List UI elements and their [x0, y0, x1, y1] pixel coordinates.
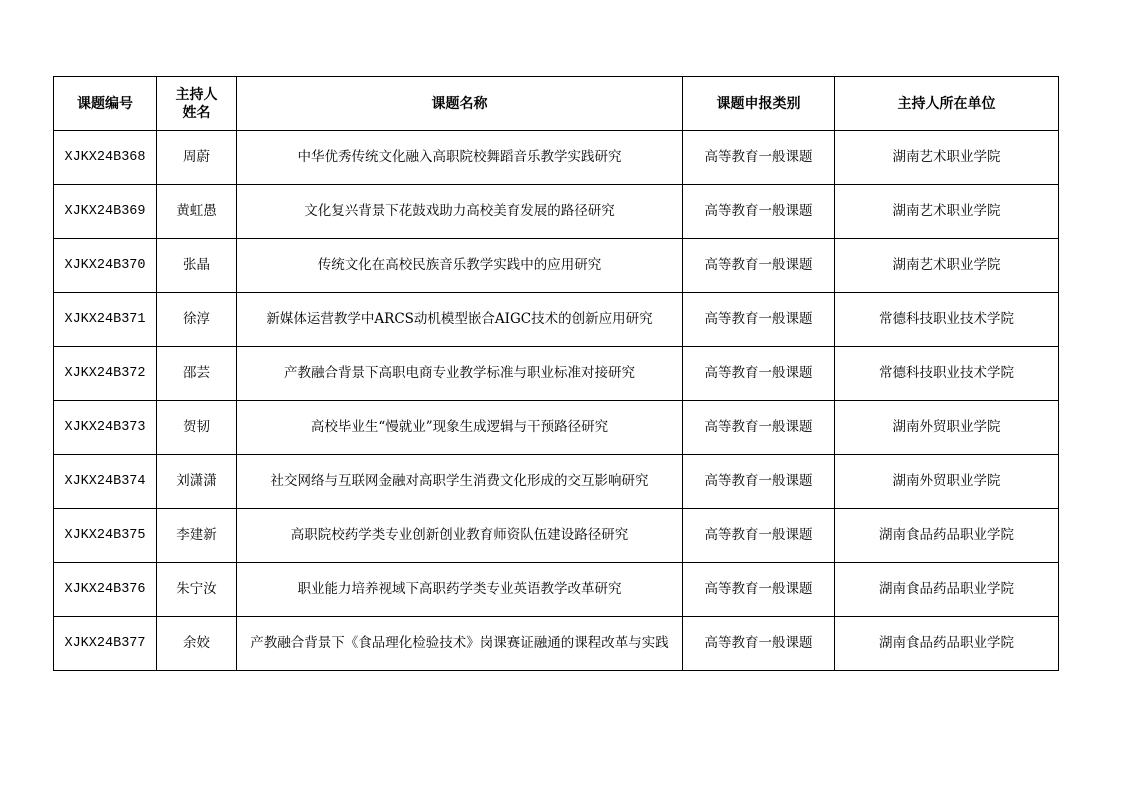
cell-title: 中华优秀传统文化融入高职院校舞蹈音乐教学实践研究	[237, 131, 683, 185]
cell-code: XJKX24B370	[54, 239, 157, 293]
cell-unit: 湖南外贸职业学院	[835, 455, 1059, 509]
cell-title: 高校毕业生“慢就业”现象生成逻辑与干预路径研究	[237, 401, 683, 455]
table-row	[54, 509, 1059, 563]
cell-code: XJKX24B368	[54, 131, 157, 185]
cell-category: 高等教育一般课题	[683, 401, 835, 455]
cell-category: 高等教育一般课题	[683, 563, 835, 617]
header-code: 课题编号	[54, 77, 157, 131]
cell-unit: 湖南食品药品职业学院	[835, 509, 1059, 563]
table-row	[54, 455, 1059, 509]
project-list-sheet	[53, 76, 1058, 671]
header-host-line2: 姓名	[182, 104, 211, 121]
cell-host: 李建新	[157, 509, 237, 563]
cell-host: 余姣	[157, 617, 237, 671]
cell-code: XJKX24B373	[54, 401, 157, 455]
cell-title: 产教融合背景下高职电商专业教学标准与职业标准对接研究	[237, 347, 683, 401]
table-row	[54, 563, 1059, 617]
table-body	[54, 131, 1059, 671]
cell-unit: 湖南艺术职业学院	[835, 239, 1059, 293]
cell-title: 产教融合背景下《食品理化检验技术》岗课赛证融通的课程改革与实践	[237, 617, 683, 671]
cell-unit: 湖南艺术职业学院	[835, 131, 1059, 185]
cell-code: XJKX24B372	[54, 347, 157, 401]
header-category: 课题申报类别	[683, 77, 835, 131]
header-host-line1: 主持人	[175, 86, 218, 103]
table-row	[54, 185, 1059, 239]
cell-code: XJKX24B374	[54, 455, 157, 509]
cell-code: XJKX24B371	[54, 293, 157, 347]
cell-category: 高等教育一般课题	[683, 185, 835, 239]
cell-code: XJKX24B369	[54, 185, 157, 239]
cell-title: 职业能力培养视域下高职药学类专业英语教学改革研究	[237, 563, 683, 617]
cell-host: 张晶	[157, 239, 237, 293]
cell-unit: 湖南食品药品职业学院	[835, 617, 1059, 671]
header-host	[157, 77, 237, 131]
cell-host: 周蔚	[157, 131, 237, 185]
cell-category: 高等教育一般课题	[683, 617, 835, 671]
header-row	[54, 77, 1059, 131]
cell-host: 黄虹愚	[157, 185, 237, 239]
cell-host: 朱宁汝	[157, 563, 237, 617]
cell-category: 高等教育一般课题	[683, 131, 835, 185]
cell-category: 高等教育一般课题	[683, 293, 835, 347]
table-row	[54, 401, 1059, 455]
cell-title: 文化复兴背景下花鼓戏助力高校美育发展的路径研究	[237, 185, 683, 239]
cell-title: 传统文化在高校民族音乐教学实践中的应用研究	[237, 239, 683, 293]
table-row	[54, 617, 1059, 671]
cell-unit: 湖南外贸职业学院	[835, 401, 1059, 455]
cell-host: 贺韧	[157, 401, 237, 455]
cell-title: 新媒体运营教学中ARCS动机模型嵌合AIGC技术的创新应用研究	[237, 293, 683, 347]
project-table	[53, 76, 1059, 671]
cell-code: XJKX24B375	[54, 509, 157, 563]
table-header	[54, 77, 1059, 131]
cell-code: XJKX24B377	[54, 617, 157, 671]
cell-title: 社交网络与互联网金融对高职学生消费文化形成的交互影响研究	[237, 455, 683, 509]
cell-code: XJKX24B376	[54, 563, 157, 617]
cell-unit: 湖南食品药品职业学院	[835, 563, 1059, 617]
table-row	[54, 347, 1059, 401]
cell-host: 刘潇潇	[157, 455, 237, 509]
header-title: 课题名称	[237, 77, 683, 131]
table-row	[54, 131, 1059, 185]
cell-unit: 常德科技职业技术学院	[835, 293, 1059, 347]
cell-unit: 湖南艺术职业学院	[835, 185, 1059, 239]
table-row	[54, 293, 1059, 347]
cell-category: 高等教育一般课题	[683, 347, 835, 401]
cell-unit: 常德科技职业技术学院	[835, 347, 1059, 401]
cell-category: 高等教育一般课题	[683, 509, 835, 563]
cell-host: 邵芸	[157, 347, 237, 401]
cell-category: 高等教育一般课题	[683, 455, 835, 509]
cell-host: 徐淳	[157, 293, 237, 347]
cell-category: 高等教育一般课题	[683, 239, 835, 293]
cell-title: 高职院校药学类专业创新创业教育师资队伍建设路径研究	[237, 509, 683, 563]
table-row	[54, 239, 1059, 293]
header-unit: 主持人所在单位	[835, 77, 1059, 131]
